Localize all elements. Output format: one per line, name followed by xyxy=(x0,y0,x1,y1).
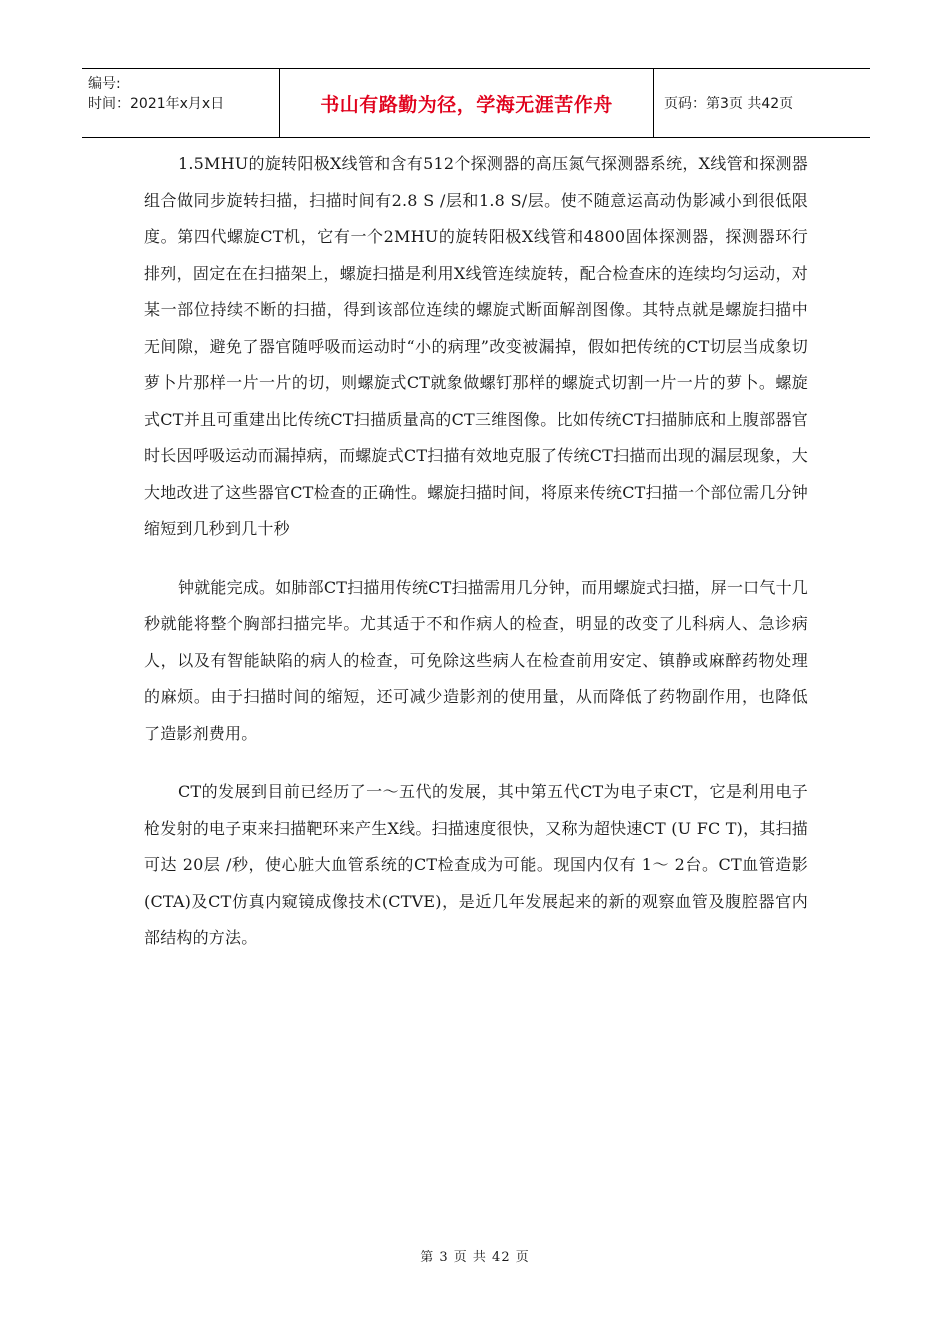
document-body xyxy=(144,146,808,957)
header-page-cell xyxy=(654,69,870,137)
document-number-label: 编号: xyxy=(88,76,121,92)
body-paragraph: 钟就能完成。如肺部CT扫描用传统CT扫描需用几分钟，而用螺旋式扫描，屏一口气十几秒就能将整个胸部扫描完毕。尤其适于不和作病人的检查，明显的改变了儿科病人、急诊病人，以及有智能缺陷的病人的检查，可免除这些病人在检查前用安定、镇静或麻醉药物处理的麻烦。由于扫描时间的缩短，还可减少造影剂的使用量，从而降低了药物副作用，也降低了造影剂费用。 xyxy=(144,577,808,743)
header-motto: 书山有路勤为径，学海无涯苦作舟 xyxy=(320,93,613,116)
page-footer: 第 3 页 共 42 页 xyxy=(420,1250,530,1265)
document-date-label: 时间：2021年x月x日 xyxy=(88,96,225,112)
page-header xyxy=(82,68,870,138)
header-meta-cell xyxy=(82,69,279,137)
body-paragraph: CT的发展到目前已经历了一～五代的发展，其中第五代CT为电子束CT，它是利用电子枪发射的电子束来扫描靶环来产生X线。扫描速度很快，又称为超快速CT (U FC T)，其扫描可达 20层 /秒，使心脏大血管系统的CT检查成为可能。现国内仅有 1～ 2台。CT血管造影(CTA)及CT仿真内窥镜成像技术(CTVE)，是近几年发展起来的新的观察血管及腹腔器官内部结构的方法。 xyxy=(144,782,808,947)
header-page-info: 页码：第3页 共42页 xyxy=(664,96,794,112)
body-paragraph: 1.5MHU的旋转阳极X线管和含有512个探测器的高压氮气探测器系统，X线管和探测器组合做同步旋转扫描，扫描时间有2.8 S /层和1.8 S/层。使不随意运高动伪影减小到很低限度。第四代螺旋CT机，它有一个2MHU的旋转阳极X线管和4800固体探测器，探测器环行排列，固定在在扫描架上，螺旋扫描是利用X线管连续旋转，配合检查床的连续均匀运动，对某一部位持续不断的扫描，得到该部位连续的螺旋式断面解剖图像。其特点就是螺旋扫描中无间隙，避免了器官随呼吸而运动时“小的病理”改变被漏掉，假如把传统的CT切层当成象切萝卜片那样一片一片的切，则螺旋式CT就象做螺钉那样的螺旋式切割一片一片的萝卜。螺旋式CT并且可重建出比传统CT扫描质量高的CT三维图像。比如传统CT扫描肺底和上腹部器官时长因呼吸运动而漏掉病，而螺旋式CT扫描有效地克服了传统CT扫描而出现的漏层现象，大大地改进了这些器官CT检查的正确性。螺旋扫描时间，将原来传统CT扫描一个部位需几分钟缩短到几秒到几十秒 xyxy=(144,154,808,538)
header-motto-cell xyxy=(279,69,654,137)
